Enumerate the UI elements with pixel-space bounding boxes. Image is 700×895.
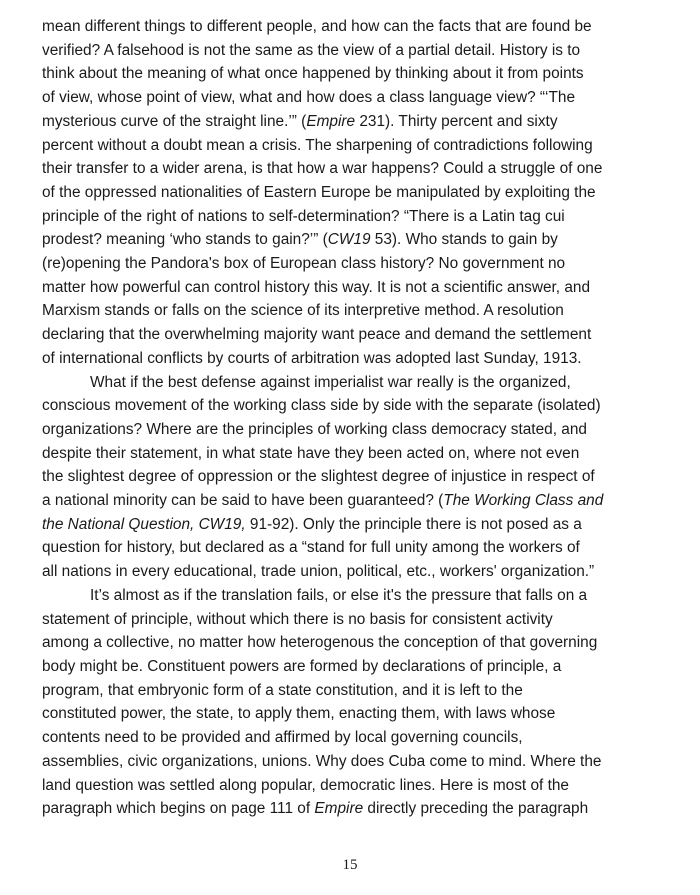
text-segment: 231). Thirty percent and sixty [355,112,558,130]
text-segment: declaring that the overwhelming majority want peace and demand the settlement [42,326,592,344]
text-segment: (re)opening the Pandora's box of European class history? No government no [42,255,566,273]
text-line [42,205,682,229]
text-segment: the slightest degree of oppression or the slightest degree of injustice in respect of [42,468,595,486]
text-segment: among a collective, no matter how heterogenous the conception of that governing [42,634,598,652]
text-line [42,442,682,466]
text-segment: Marxism stands or falls on the science of its interpretive method. A resolution [42,302,564,320]
text-line [42,631,682,655]
text-segment: directly preceding the paragraph [363,800,589,818]
text-segment: of view, whose point of view, what and how does a class language view? “‘The [42,89,575,107]
text-segment: contents need to be provided and affirmed by local governing councils, [42,729,523,747]
text-segment: paragraph which begins on page 111 of [42,800,315,818]
text-segment: body might be. Constituent powers are formed by declarations of principle, a [42,657,562,675]
text-line [42,608,682,632]
text-line [42,418,682,442]
italic-text: Empire [314,800,364,818]
text-line [42,110,682,134]
text-line [42,15,682,39]
paragraph [42,15,682,371]
text-line [42,347,682,371]
text-line [42,536,682,560]
text-segment: mysterious curve of the straight line.’” ( [42,112,307,130]
text-line [42,86,682,110]
text-line [42,394,682,418]
italic-text: The Working Class and [443,492,604,510]
text-segment: It’s almost as if the translation fails, or else it's the pressure that falls on a [90,586,588,604]
text-segment: principle of the right of nations to self-determination? “There is a Latin tag cui [42,207,565,225]
text-line [42,797,682,821]
text-segment: mean different things to different people, and how can the facts that are found be [42,18,592,35]
text-segment: despite their statement, in what state have they been acted on, where not even [42,444,580,462]
text-segment: land question was settled along popular, democratic lines. Here is most of the [42,776,569,794]
text-line [42,157,682,181]
text-line [42,702,682,726]
text-line [42,726,682,750]
text-line [42,371,682,395]
text-segment: assemblies, civic organizations, unions. Why does Cuba come to mind. Where the [42,752,602,770]
text-segment: 53). Who stands to gain by [370,231,558,249]
text-segment: all nations in every educational, trade union, political, etc., workers' organization.” [42,563,595,581]
text-segment: of international conflicts by courts of arbitration was adopted last Sunday, 1913. [42,349,582,367]
text-line [42,134,682,158]
text-line [42,655,682,679]
text-line [42,679,682,703]
text-line [42,228,682,252]
text-segment: a national minority can be said to have been guaranteed? ( [42,492,444,510]
text-segment: think about the meaning of what once happened by thinking about it from points [42,65,584,83]
text-segment: 91-92). Only the principle there is not posed as a [245,515,582,533]
text-segment: their transfer to a wider arena, is that how a war happens? Could a struggle of one [42,160,603,178]
text-line [42,299,682,323]
text-segment: verified? A falsehood is not the same as the view of a partial detail. History is to [42,41,581,59]
text-line [42,465,682,489]
text-segment: prodest? meaning ‘who stands to gain?’” ( [42,231,328,249]
text-segment: program, that embryonic form of a state constitution, and it is left to the [42,681,523,699]
text-line [42,62,682,86]
paragraph [42,371,682,584]
italic-text: CW19 [327,231,371,249]
text-segment: conscious movement of the working class side by side with the separate (isolated) [42,397,601,415]
text-line [42,252,682,276]
text-segment: statement of principle, without which there is no basis for consistent activity [42,610,553,628]
text-line [42,39,682,63]
text-line [42,276,682,300]
text-line [42,513,682,537]
text-line [42,774,682,798]
text-line [42,323,682,347]
body-text [42,15,682,821]
text-line [42,181,682,205]
text-segment: question for history, but declared as a “stand for full unity among the workers of [42,539,580,557]
text-line [42,750,682,774]
text-segment: percent without a doubt mean a crisis. The sharpening of contradictions following [42,136,593,154]
text-segment: matter how powerful can control history this way. It is not a scientific answer, and [42,278,591,296]
text-line [42,584,682,608]
text-segment: What if the best defense against imperialist war really is the organized, [90,373,571,391]
text-segment: constituted power, the state, to apply them, enacting them, with laws whose [42,705,556,723]
text-segment: of the oppressed nationalities of Eastern Europe be manipulated by exploiting the [42,183,596,201]
text-line [42,489,682,513]
page-number: 15 [342,857,358,873]
text-line [42,560,682,584]
italic-text: Empire [306,112,356,130]
italic-text: the National Question, CW19, [42,515,246,533]
paragraph [42,584,682,821]
text-segment: organizations? Where are the principles of working class democracy stated, and [42,420,587,438]
